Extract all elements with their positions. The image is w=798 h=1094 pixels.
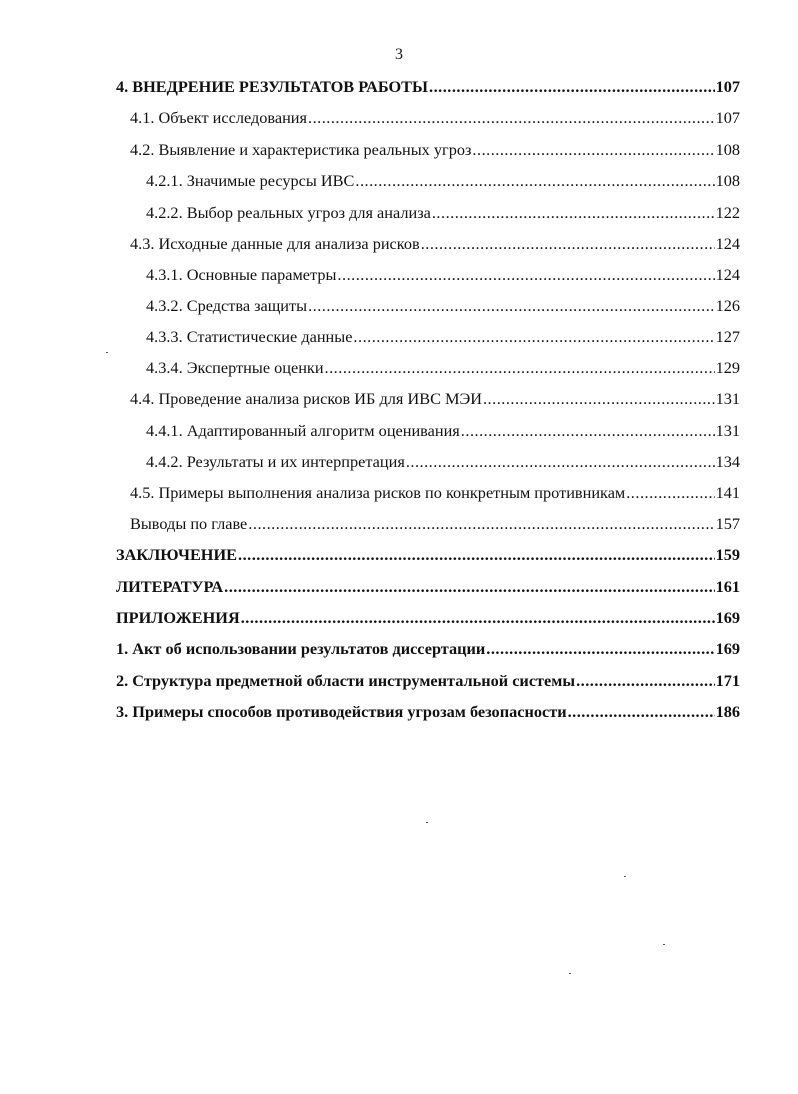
scan-speck	[663, 944, 665, 945]
toc-entry-page: 107	[715, 77, 740, 96]
toc-entry-page: 107	[715, 108, 740, 127]
toc-entry-page: 141	[715, 483, 740, 502]
toc-leader-dots	[472, 139, 714, 161]
scan-speck	[106, 352, 108, 353]
toc-entry-title: ЛИТЕРАТУРА	[116, 577, 224, 596]
toc-entry-title: ПРИЛОЖЕНИЯ	[116, 608, 240, 627]
toc-entry	[146, 357, 740, 379]
toc-leader-dots	[421, 233, 715, 255]
toc-entry-page: 131	[715, 421, 740, 440]
toc-entry-title: Выводы по главе	[130, 514, 248, 533]
toc-entry	[116, 76, 740, 98]
toc-leader-dots	[406, 451, 715, 473]
toc-entry	[116, 670, 740, 692]
toc-entry-page: 159	[715, 545, 740, 564]
toc-entry-title: 4.3.1. Основные параметры	[146, 265, 337, 284]
toc-entry-page: 108	[715, 140, 740, 159]
toc-entry	[146, 420, 740, 442]
toc-entry-title: 4.2.1. Значимые ресурсы ИВС	[146, 171, 355, 190]
toc-entry	[146, 451, 740, 473]
toc-entry-page: 186	[715, 702, 740, 721]
toc-entry-title: 4.2. Выявление и характеристика реальных угроз	[130, 140, 472, 159]
toc-entry	[116, 607, 740, 629]
toc-entry	[130, 233, 740, 255]
toc-entry	[130, 139, 740, 161]
scan-speck	[569, 973, 571, 974]
toc-entry-title: 4.3. Исходные данные для анализа рисков	[130, 234, 420, 253]
toc-entry	[146, 264, 740, 286]
toc-entry	[130, 482, 740, 504]
toc-entry-page: 129	[715, 358, 740, 377]
toc-entry-title: 4.4.2. Результаты и их интерпретация	[146, 452, 405, 471]
toc-entry-page: 157	[715, 514, 740, 533]
toc-entry-page: 134	[715, 452, 740, 471]
toc-leader-dots	[325, 357, 715, 379]
toc-entry-page: 127	[715, 327, 740, 346]
toc-leader-dots	[429, 76, 715, 98]
page-number: 3	[395, 46, 403, 63]
toc-entry	[130, 107, 740, 129]
toc-entry-title: 4.2.2. Выбор реальных угроз для анализа	[146, 203, 431, 222]
toc-entry-page: 108	[715, 171, 740, 190]
toc-entry-page: 126	[715, 296, 740, 315]
toc-entry	[116, 544, 740, 566]
toc-entry	[116, 638, 740, 660]
toc-leader-dots	[248, 513, 714, 535]
toc-leader-dots	[483, 388, 715, 410]
toc-leader-dots	[241, 607, 715, 629]
toc-entry-title: 4.4. Проведение анализа рисков ИБ для ИВС МЭИ	[130, 389, 482, 408]
toc-leader-dots	[576, 670, 715, 692]
toc-entry-title: 4.3.3. Статистические данные	[146, 327, 353, 346]
toc-entry-title: 4.5. Примеры выполнения анализа рисков по конкретным противникам	[130, 483, 626, 502]
toc-leader-dots	[308, 107, 715, 129]
toc-entry	[146, 326, 740, 348]
toc-entry	[146, 295, 740, 317]
toc-entry-page: 124	[715, 234, 740, 253]
toc-entry-title: 4. ВНЕДРЕНИЕ РЕЗУЛЬТАТОВ РАБОТЫ	[116, 77, 428, 96]
toc-leader-dots	[337, 264, 714, 286]
toc-entry-page: 161	[715, 577, 740, 596]
toc-entry	[130, 388, 740, 410]
toc-leader-dots	[355, 170, 714, 192]
toc-leader-dots	[238, 544, 715, 566]
toc-entry	[116, 576, 740, 598]
toc-leader-dots	[461, 420, 715, 442]
toc-leader-dots	[568, 701, 715, 723]
toc-entry	[146, 170, 740, 192]
toc-entry-page: 169	[715, 639, 740, 658]
toc-entry-page: 131	[715, 389, 740, 408]
toc-entry-title: ЗАКЛЮЧЕНИЕ	[116, 545, 237, 564]
scan-speck	[426, 822, 428, 823]
toc-leader-dots	[432, 202, 715, 224]
scan-speck	[624, 876, 626, 877]
toc-entry-title: 4.3.2. Средства защиты	[146, 296, 308, 315]
toc-entry-title: 1. Акт об использовании результатов диссертации	[116, 639, 486, 658]
toc-entry-page: 169	[715, 608, 740, 627]
toc-entry-page: 171	[715, 671, 740, 690]
toc-entry-title: 4.1. Объект исследования	[130, 108, 307, 127]
toc-entry	[116, 701, 740, 723]
toc-entry	[146, 202, 740, 224]
toc-leader-dots	[353, 326, 714, 348]
toc-entry-title: 4.3.4. Экспертные оценки	[146, 358, 324, 377]
toc-entry-page: 124	[715, 265, 740, 284]
toc-entry	[130, 513, 740, 535]
toc-leader-dots	[486, 638, 714, 660]
toc-entry-title: 2. Структура предметной области инструментальной системы	[116, 671, 576, 690]
toc-entry-page: 122	[715, 203, 740, 222]
toc-entry-title: 3. Примеры способов противодействия угрозам безопасности	[116, 702, 567, 721]
toc-leader-dots	[626, 482, 714, 504]
toc-leader-dots	[308, 295, 715, 317]
toc-leader-dots	[224, 576, 714, 598]
toc-entry-title: 4.4.1. Адаптированный алгоритм оценивания	[146, 421, 460, 440]
